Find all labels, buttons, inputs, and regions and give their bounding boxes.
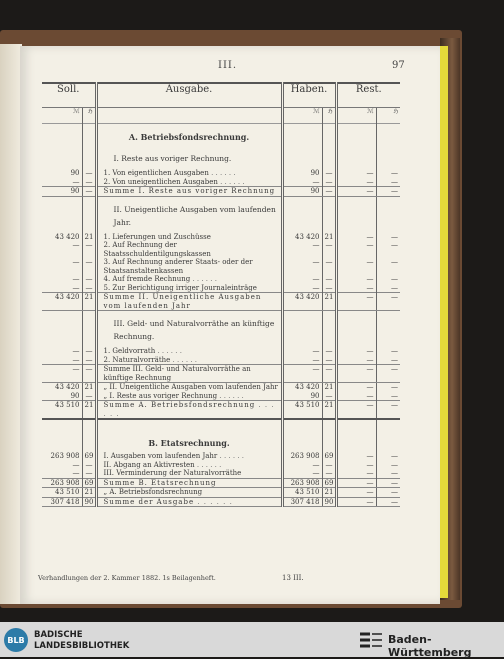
library-banner	[0, 622, 504, 657]
ledger-table	[42, 82, 400, 507]
sum-row: — — Summe III. Geld- und Naturalvorräthe an künftige Rechnung — — — —	[42, 365, 400, 383]
document-page	[20, 46, 440, 604]
table-row: — — 5. Zur Berichtigung irriger Journaleinträge — — — —	[72, 283, 399, 292]
state-name: Baden-Württemberg	[388, 633, 472, 659]
section-a-sub1: I. Reste aus voriger Rechnung.	[96, 146, 282, 169]
section-a-sub2: II. Uneigentliche Ausgaben vom laufenden Jahr.	[96, 196, 282, 233]
table-row: 90 — 1. Von eigentlichen Ausgaben . . . 90 — — —	[42, 169, 400, 178]
page-number: 97	[392, 60, 405, 71]
grand-total-row: 307 418 90 Summe der Ausgabe . . . 307 418 90 — —	[42, 497, 400, 507]
footer-source: Verhandlungen der 2. Kammer 1882. 1s Beilagenheft.	[38, 574, 216, 582]
col-rest: Rest.	[336, 83, 400, 108]
section-b-title: B. Etatsrechnung.	[96, 430, 282, 452]
sum-row: 43 420 21 Summe II. Uneigentliche Ausgaben vom laufenden Jahr 43 420 21 — —	[42, 293, 400, 311]
library-name: BADISCHE LANDESBIBLIOTHEK	[34, 630, 130, 651]
sum-row: 263 908 69 Summe B. Etatsrechnung 263 908 69 — —	[42, 478, 400, 488]
header-row	[42, 83, 400, 108]
unit-row: ℳ ℌ ℳ ℌ ℳ ℌ	[42, 108, 400, 124]
three-lions-icon	[358, 631, 384, 649]
table-row: — — 2. Von uneigentlichen Ausgaben . . . — — — —	[42, 178, 400, 187]
footer-sheet: 13 III.	[282, 574, 304, 582]
col-haben: Haben.	[282, 83, 336, 108]
sum-row: 90 — Summe I. Reste aus voriger Rechnung 90 — — —	[42, 187, 400, 197]
total-row-a: 43 510 21 Summe A. Betriebsfondsrechnung . . . 43 510 21 — —	[42, 401, 400, 420]
table-row: 43 420 21 „ II. Uneigentliche Ausgaben vom laufenden Jahr 43 420 21 — —	[55, 383, 399, 391]
table-row: 90 — „ I. Reste aus voriger Rechnung . . . 90 — — —	[42, 392, 400, 401]
col-soll: Soll.	[42, 83, 96, 108]
page-section: III.	[218, 60, 238, 71]
book-spine-left-page	[0, 44, 22, 604]
col-ausgabe: Ausgabe.	[96, 83, 282, 108]
section-a-sub3: III. Geld- und Naturalvorräthe an künftige Rechnung.	[96, 311, 282, 348]
table-row: — — 3. Auf Rechnung anderer Staats- oder der Staatsanstaltenkassen — — — —	[72, 258, 399, 275]
table-row: — — 2. Naturalvorräthe . . . — — — —	[42, 356, 400, 365]
table-row: — — II. Abgang an Aktivresten . . . — — — —	[42, 461, 400, 470]
table-row: — — 4. Auf fremde Rechnung . . . — — — —	[42, 275, 400, 284]
section-a-title: A. Betriebsfondsrechnung.	[96, 124, 282, 147]
table-row: 263 908 69 I. Ausgaben vom laufenden Jahr . . . 263 908 69 — —	[42, 452, 400, 461]
table-row: — — 1. Geldvorrath . . . — — — —	[42, 347, 400, 356]
table-row: — — 2. Auf Rechnung der Staatsschuldentilgungskassen — — — —	[72, 241, 399, 258]
blb-logo: BLB	[4, 628, 28, 652]
table-row: 43 510 21 „ A. Betriebsfondsrechnung 43 510 21 — —	[55, 488, 399, 496]
table-row: — — III. Verminderung der Naturalvorräthe — — — —	[72, 469, 399, 477]
table-row: 43 420 21 1. Lieferungen und Zuschüsse 43 420 21 — —	[55, 232, 399, 241]
